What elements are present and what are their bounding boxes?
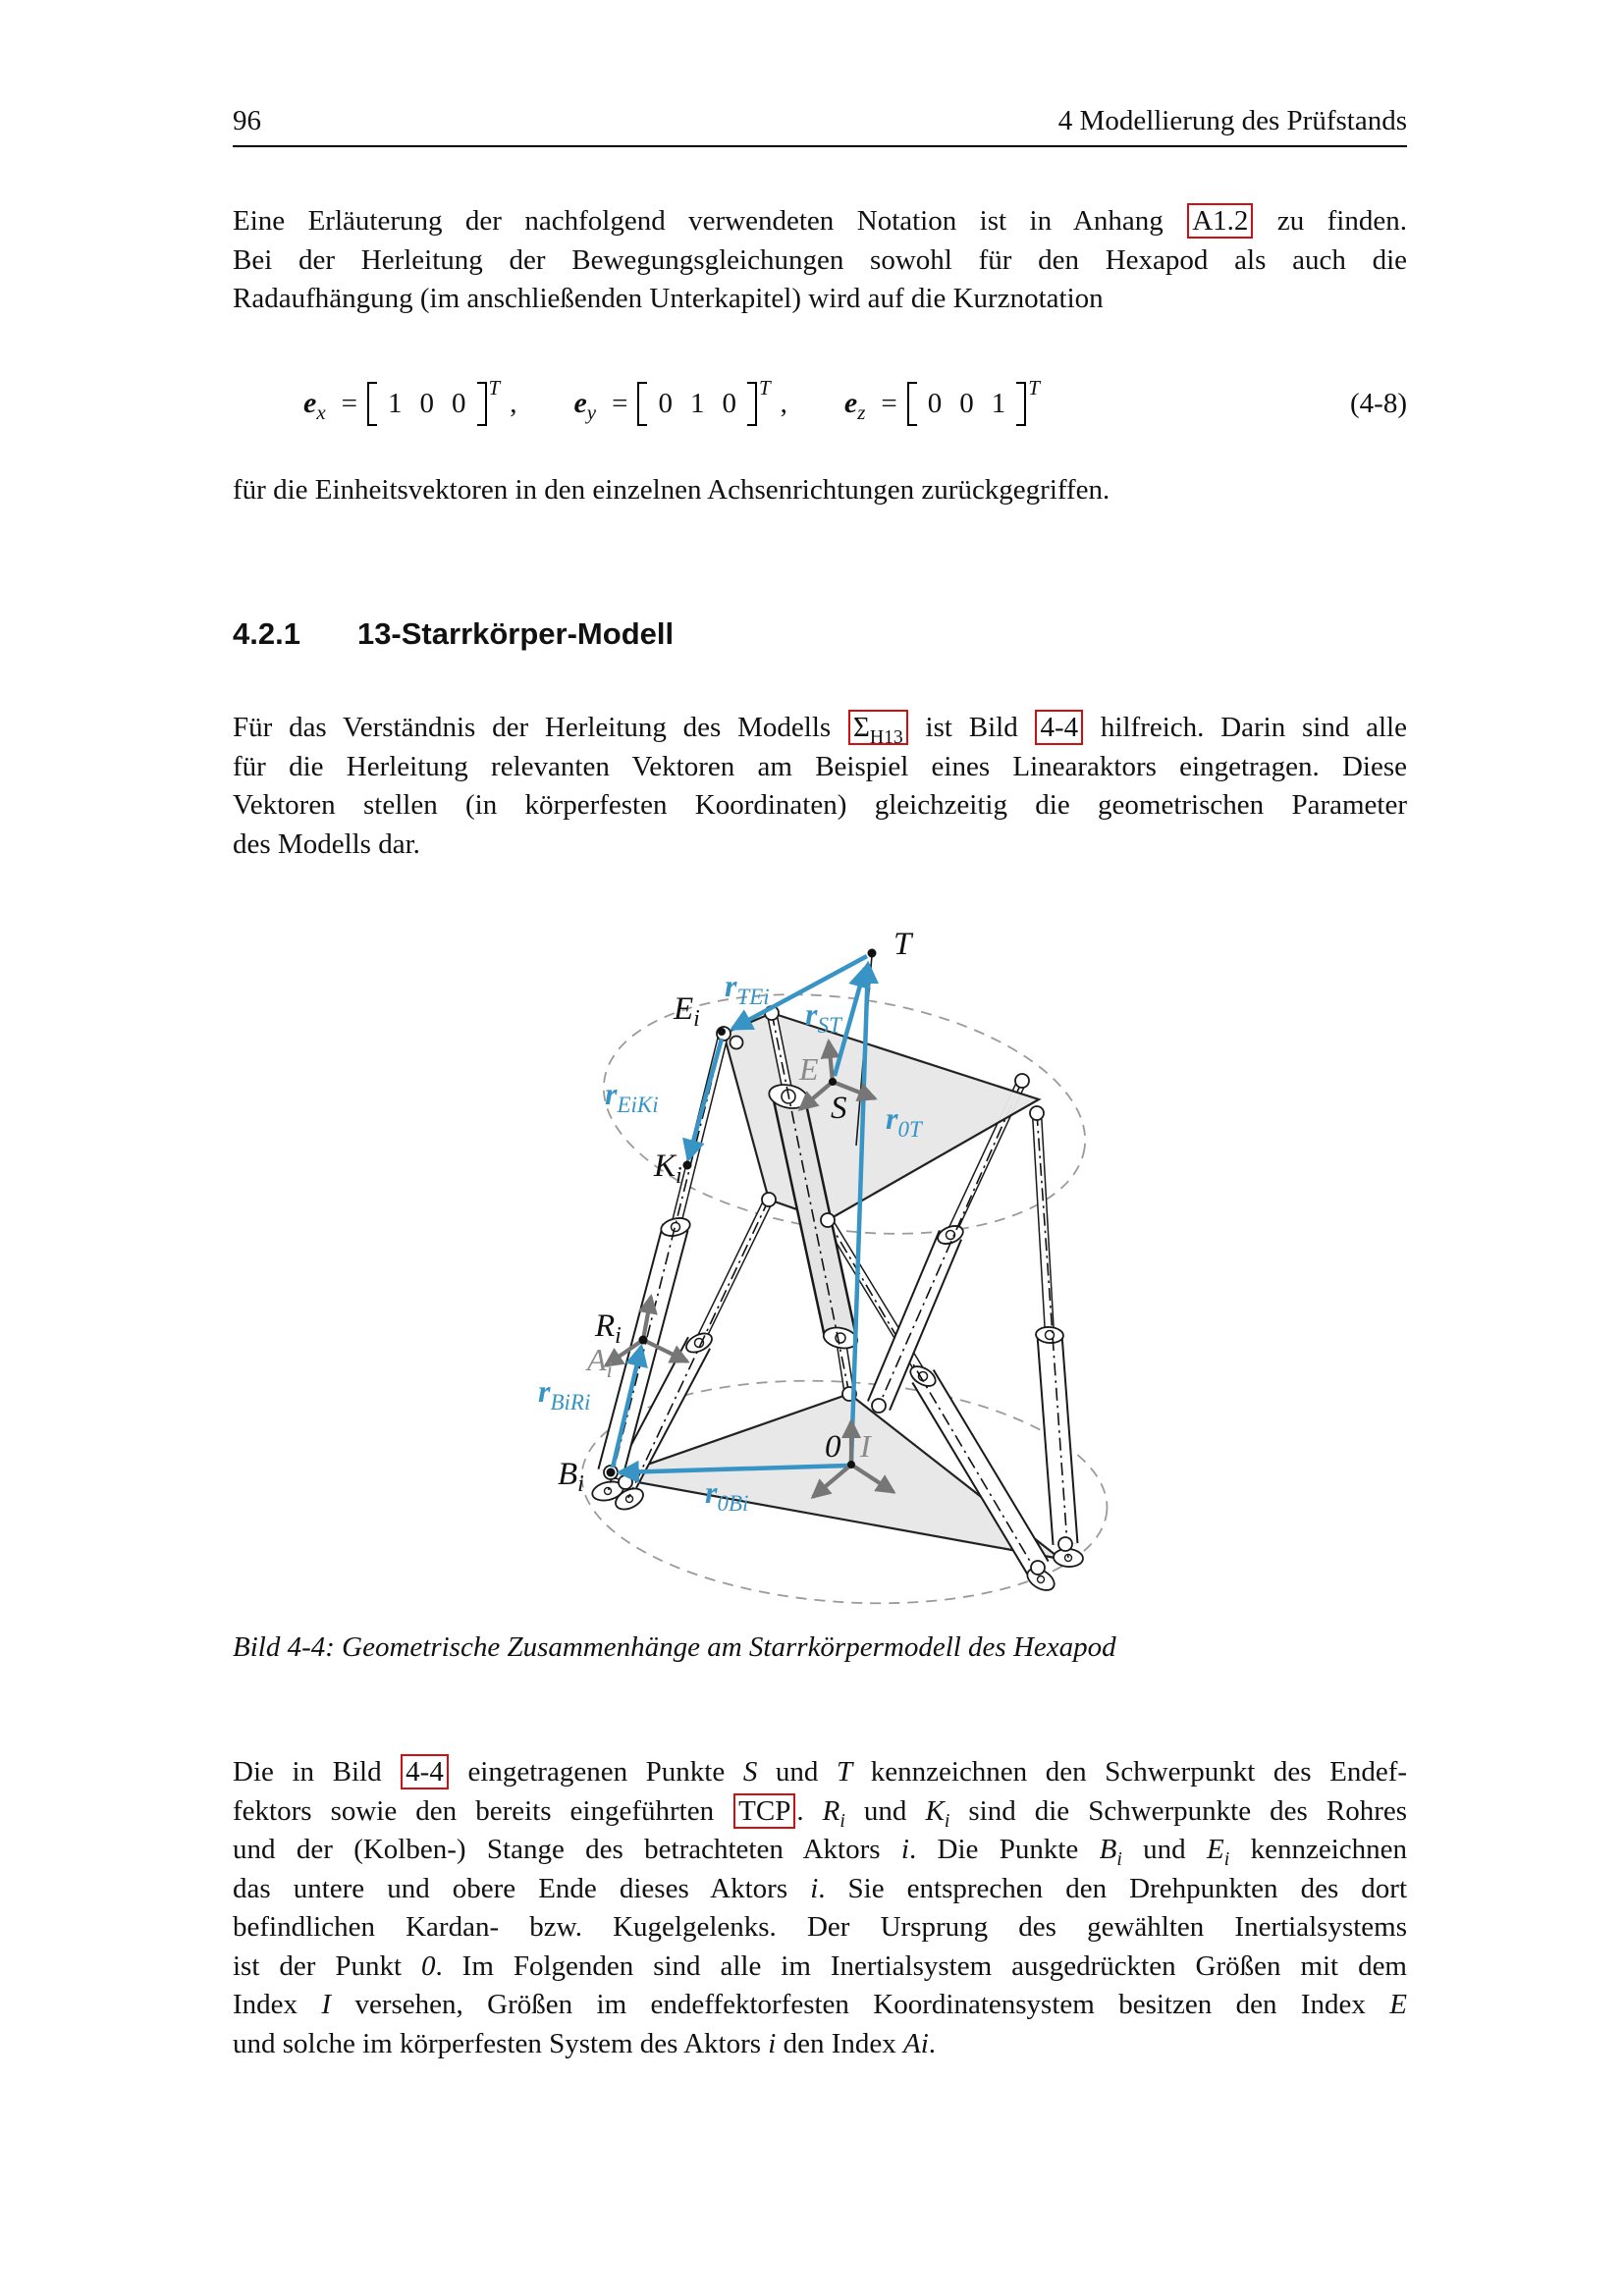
actuator-leg — [1035, 1113, 1083, 1568]
matrix-entry: 0 — [658, 387, 673, 419]
label-origin: 0 — [825, 1429, 841, 1465]
label-Ki: $K_i$ — [654, 1148, 682, 1189]
reference-link[interactable]: A1.2 — [1187, 203, 1253, 239]
endeffector-platform — [724, 1013, 1039, 1220]
matrix-entry: 0 — [959, 387, 974, 419]
section-heading — [233, 616, 674, 652]
matrix-entry: 1 — [388, 387, 403, 419]
matrix-entry: 0 — [419, 387, 435, 419]
transpose-symbol: T — [758, 375, 771, 400]
text-line: und der (Kolben-) Stange des betrachteten Aktors i. Die Punkte $B_i$ und $E_i$ kennzeichnen — [233, 1834, 1407, 1870]
equation-term-ey — [573, 375, 843, 426]
text-line: und solche im körperfesten System des Aktors i den Index Ai. — [233, 2027, 937, 2059]
text-line: Radaufhängung (im anschließenden Unterkapitel) wird auf die Kurznotation — [233, 283, 1104, 314]
hexapod-diagram — [412, 903, 1247, 1649]
running-chapter-title: 4 Modellierung des Prüfstands — [1057, 105, 1407, 136]
section-number: 4.2.1 — [233, 616, 300, 651]
reference-link[interactable]: 4-4 — [1035, 710, 1083, 745]
reference-link[interactable]: TCP — [733, 1793, 795, 1829]
matrix-entry: 0 — [722, 387, 736, 419]
matrix-entry: 0 — [452, 387, 466, 419]
label-rBiRi: $r_{BiRi}$ — [538, 1373, 591, 1415]
vector-symbol: e — [303, 387, 317, 419]
vector-subscript: z — [857, 400, 866, 424]
page-number: 96 — [233, 105, 261, 136]
separator: , — [780, 387, 787, 419]
label-T: T — [893, 927, 912, 962]
paragraph-figure-discussion — [233, 1753, 1407, 2063]
text-line: fektors sowie den bereits eingeführten TCP . $R_i$ und $K_i$ sind die Schwerpunkte des Rohres — [233, 1794, 1408, 1832]
label-r0Bi: $r_{0Bi}$ — [705, 1474, 749, 1516]
label-E-frame: E — [799, 1051, 819, 1087]
vector-subscript: x — [316, 400, 326, 424]
text-line: Bei der Herleitung der Bewegungsgleichungen sowohl für den Hexapod als auch die — [233, 243, 1407, 276]
row-vector — [907, 382, 1027, 426]
text-line: befindlichen Kardan- bzw. Kugelgelenks. Der Ursprung des gewählten Inertialsystems — [233, 1911, 1407, 1943]
equals-sign: = — [341, 387, 358, 419]
matrix-entry: 1 — [689, 387, 705, 419]
label-Ai: $A_i$ — [587, 1342, 613, 1382]
paragraph-notation — [233, 202, 1407, 319]
section-title: 13-Starrkörper-Modell — [356, 616, 675, 651]
label-rST: $r_{ST}$ — [805, 996, 841, 1038]
text-line: Eine Erläuterung der nachfolgend verwendeten Notation ist in Anhang A1.2 zu finden. — [233, 205, 1407, 237]
text-line: des Modells dar. — [233, 828, 420, 860]
label-r0T: $r_{0T}$ — [886, 1100, 922, 1142]
text-line: Die in Bild 4-4 eingetragenen Punkte S und T kennzeichnen den Schwerpunkt des Endef- — [233, 1756, 1408, 1788]
equals-sign: = — [612, 387, 628, 419]
label-Ri: $R_i$ — [595, 1308, 622, 1349]
text-line: Index I versehen, Größen im endeffektorfesten Koordinatensystem besitzen den Index E — [233, 1989, 1408, 2020]
text-line: für die Herleitung relevanten Vektoren am Beispiel eines Linearaktors eingetragen. Diese — [233, 750, 1407, 782]
label-rTEi: $r_{TEi}$ — [725, 968, 770, 1009]
label-rEiKi: $r_{EiKi}$ — [605, 1076, 659, 1117]
label-Ei: $E_i$ — [674, 991, 700, 1032]
vector-rEiKi — [688, 1039, 722, 1159]
paragraph-model-intro — [233, 709, 1407, 864]
reference-link[interactable]: $\Sigma_{H13}$ — [848, 710, 908, 745]
figure-bild-4-4 — [412, 903, 1247, 1649]
text-line: Für das Verständnis der Herleitung des Modells $\Sigma_{H13}$ ist Bild 4-4 hilfreich. Darin sind alle — [233, 712, 1407, 748]
figure-caption: Bild 4-4: Geometrische Zusammenhänge am Starrkörpermodell des Hexapod — [233, 1631, 1116, 1663]
matrix-entry: 1 — [991, 387, 1006, 419]
matrix-entry: 0 — [927, 387, 943, 419]
row-vector — [637, 382, 757, 426]
text-line: ist der Punkt 0. Im Folgenden sind alle im Inertialsystem ausgedrückten Größen mit dem — [233, 1949, 1407, 1982]
equation-term-ex — [303, 375, 573, 426]
text-line: Vektoren stellen (in körperfesten Koordinaten) gleichzeitig die geometrischen Parameter — [233, 789, 1407, 821]
equation-term-ez — [843, 375, 1040, 426]
header-rule — [233, 145, 1407, 147]
reference-link[interactable]: 4-4 — [401, 1754, 449, 1789]
vector-symbol: e — [843, 387, 858, 419]
label-I-frame: I — [860, 1428, 871, 1464]
transpose-symbol: T — [1028, 375, 1040, 400]
separator: , — [510, 387, 517, 419]
paragraph-unitvectors: für die Einheitsvektoren in den einzelnen Achsenrichtungen zurückgegriffen. — [233, 474, 1110, 506]
vector-subscript: y — [586, 400, 597, 424]
label-Bi: $B_i$ — [558, 1457, 584, 1497]
label-S: S — [831, 1091, 847, 1126]
row-vector — [367, 382, 487, 426]
equation-number: (4-8) — [1350, 387, 1407, 419]
equals-sign: = — [881, 387, 897, 419]
text-line: das untere und obere Ende dieses Aktors i. Sie entsprechen den Drehpunkten des dort — [233, 1872, 1407, 1904]
transpose-symbol: T — [488, 375, 501, 400]
vector-symbol: e — [573, 387, 587, 419]
equation-4-8 — [233, 370, 1407, 437]
